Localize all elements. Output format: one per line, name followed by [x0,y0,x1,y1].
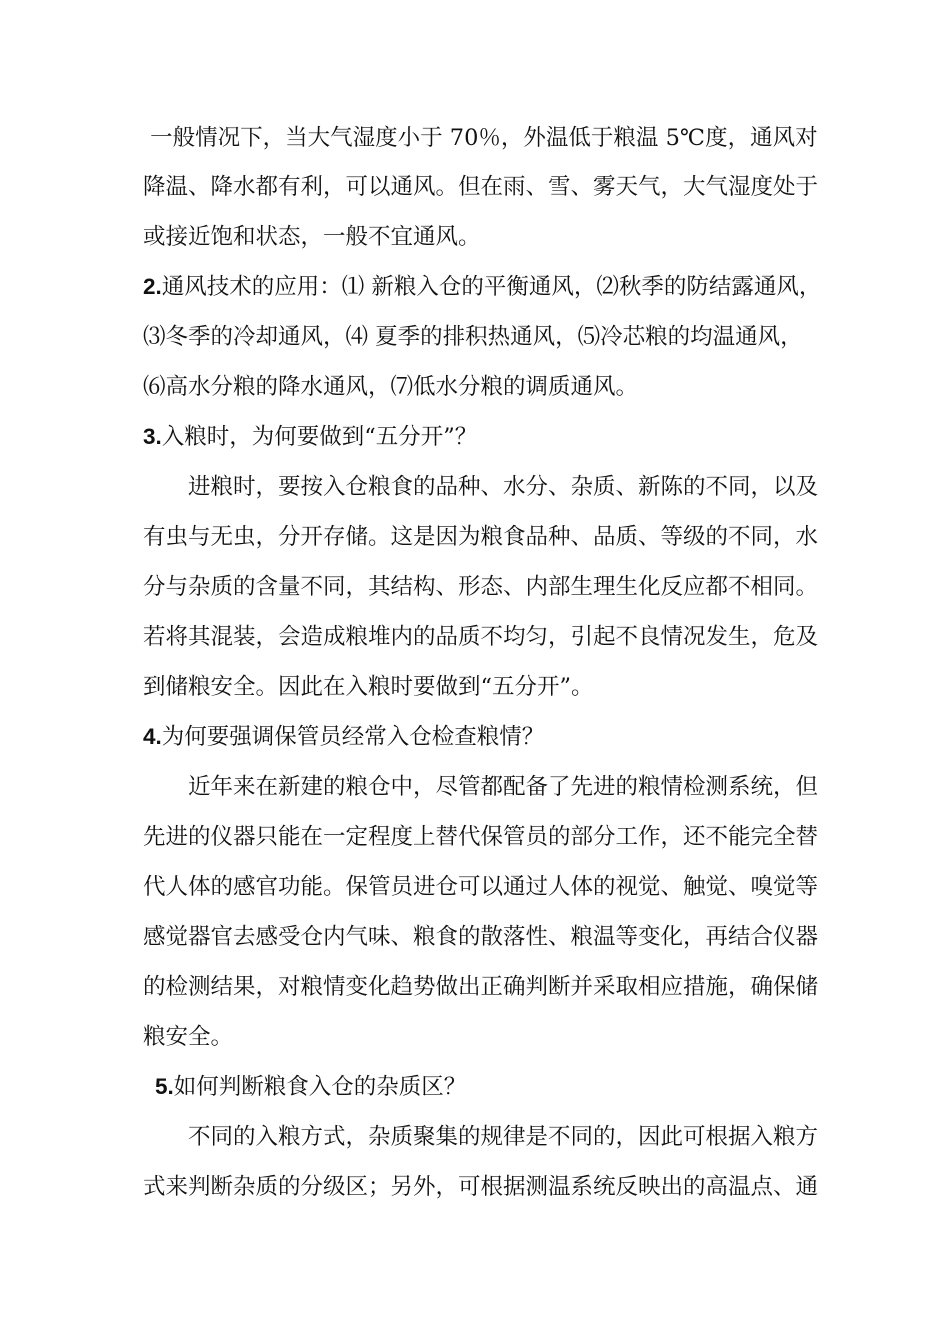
section5-line-1: 不同的入粮方式，杂质聚集的规律是不同的，因此可根据入粮方 [188,1124,819,1150]
section4-number: 4. [143,724,162,749]
section2-line-1 [143,272,821,302]
section3-line-2: 有虫与无虫，分开存储。这是因为粮食品种、品质、等级的不同，水 [143,524,819,550]
section5-heading-text: 如何判断粮食入仓的杂质区？ [173,1074,467,1100]
section2-number: 2. [143,274,162,299]
section3-line-5: 到储粮安全。因此在入粮时要做到“五分开”。 [143,674,594,700]
section4-line-6: 粮安全。 [143,1024,234,1050]
intro-line-1: 一般情况下，当大气湿度小于 70％，外温低于粮温 5℃度，通风对 [143,125,818,151]
intro-line-3: 或接近饱和状态，一般不宜通风。 [143,224,481,250]
section5-line-2: 式来判断杂质的分级区；另外，可根据测温系统反映出的高温点、通 [143,1174,819,1200]
section3-heading [143,422,477,452]
intro-line-2: 降温、降水都有利，可以通风。但在雨、雪、雾天气，大气湿度处于 [143,174,819,200]
section2-line-2: ⑶冬季的冷却通风，⑷ 夏季的排积热通风，⑸冷芯粮的均温通风， [143,324,803,350]
section3-line-4: 若将其混装，会造成粮堆内的品质不均匀，引起不良情况发生，危及 [143,624,819,650]
section4-line-2: 先进的仪器只能在一定程度上替代保管员的部分工作，还不能完全替 [143,824,819,850]
section3-heading-text: 入粮时，为何要做到“五分开”？ [161,424,478,450]
section4-line-4: 感觉器官去感受仓内气味、粮食的散落性、粮温等变化，再结合仪器 [143,924,819,950]
section4-heading [143,722,544,752]
section4-line-3: 代人体的感官功能。保管员进仓可以通过人体的视觉、触觉、嗅觉等 [143,874,819,900]
section5-number: 5. [155,1074,174,1099]
section4-line-1: 近年来在新建的粮仓中，尽管都配备了先进的粮情检测系统，但 [188,774,819,800]
section2-line-3: ⑹高水分粮的降水通风，⑺低水分粮的调质通风。 [143,374,639,400]
section4-line-5: 的检测结果，对粮情变化趋势做出正确判断并采取相应措施，确保储 [143,974,819,1000]
section3-line-1: 进粮时，要按入仓粮食的品种、水分、杂质、新陈的不同，以及 [188,474,819,500]
section3-line-3: 分与杂质的含量不同，其结构、形态、内部生理生化反应都不相同。 [143,574,819,600]
section4-heading-text: 为何要强调保管员经常入仓检查粮情？ [161,724,545,750]
section3-number: 3. [143,424,162,449]
section5-heading [155,1072,466,1102]
section2-text-1: 通风技术的应用：⑴ 新粮入仓的平衡通风，⑵秋季的防结露通风， [161,274,822,300]
